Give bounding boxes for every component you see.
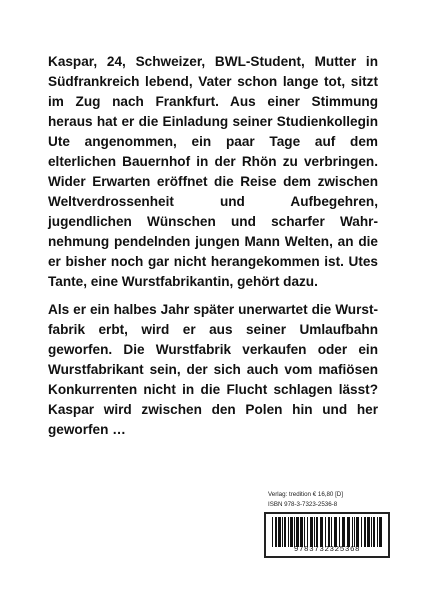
barcode-number: 9783732325368: [293, 546, 361, 554]
barcode-bar: [278, 517, 281, 547]
barcode-bar: [342, 517, 345, 547]
barcode-bar: [331, 517, 332, 547]
barcode-bar: [275, 517, 277, 547]
barcode-bar: [314, 517, 315, 547]
isbn-line: ISBN 978-3-7323-2536-8: [268, 501, 338, 508]
barcode-bar: [361, 517, 362, 547]
barcode-bar: [282, 517, 283, 547]
barcode-bar: [290, 517, 293, 547]
barcode-bar: [300, 517, 303, 547]
barcode-bar: [347, 517, 350, 547]
barcode-bar: [307, 517, 308, 547]
blurb-paragraph-1: Kaspar, 24, Schweizer, BWL-Student, Mutter in Südfrankreich lebend, Vater schon lange tot, sitzt im Zug nach Frankfurt. Aus einer Stimmung heraus hat er die Einladung seiner Studienkollegin Ute angenommen, ein paar Tage auf dem elterlichen Bauernhof in der Rhön zu verbringen. Wider Erwarten eröffnet die Reise dem zwischen Weltverdrossenheit und Aufbegehren, jugendlichen Wünschen und scharfer Wahrnehmung pendelnden jungen Mann Welten, an die er bisher noch gar nicht herangekommen ist. Utes Tante, eine Wurstfabrikantin, gehört dazu.: [48, 54, 378, 289]
barcode-bars: [272, 517, 382, 547]
barcode-bar: [325, 517, 326, 547]
barcode-bar: [371, 517, 372, 547]
barcode-bar: [304, 517, 305, 547]
barcode-bar: [339, 517, 340, 547]
barcode-bar: [356, 517, 359, 547]
barcode-bar: [377, 517, 378, 547]
publisher-price-line: Verlag: tredition € 16,80 [D]: [268, 491, 343, 498]
barcode-bar: [288, 517, 289, 547]
barcode-bar: [296, 517, 299, 547]
barcode-bar: [272, 517, 273, 547]
barcode-bar: [352, 517, 353, 547]
barcode-bar: [373, 517, 375, 547]
barcode-bar: [334, 517, 337, 547]
barcode-bar: [379, 517, 382, 547]
isbn-barcode: [264, 512, 390, 558]
blurb-paragraph-2: Als er ein halbes Jahr später unerwartet die Wurstfabrik erbt, wird er aus seiner Umlaufbahn geworfen. Die Wurstfabrik verkaufen oder ein Wurstfabrikant sein, der sich auch vom mafiösen Konkurrenten nicht in die Flucht schlagen lässt? Kaspar wird zwischen den Polen hin und her geworfen …: [48, 302, 378, 437]
barcode-bar: [367, 517, 370, 547]
back-cover-blurb: [48, 52, 378, 440]
barcode-bar: [320, 517, 323, 547]
barcode-bar: [328, 517, 330, 547]
barcode-bar: [310, 517, 313, 547]
publisher-info: [268, 490, 388, 510]
barcode-bar: [294, 517, 295, 547]
barcode-bar: [284, 517, 286, 547]
barcode-bar: [354, 517, 355, 547]
barcode-bar: [316, 517, 318, 547]
barcode-bar: [364, 517, 366, 547]
